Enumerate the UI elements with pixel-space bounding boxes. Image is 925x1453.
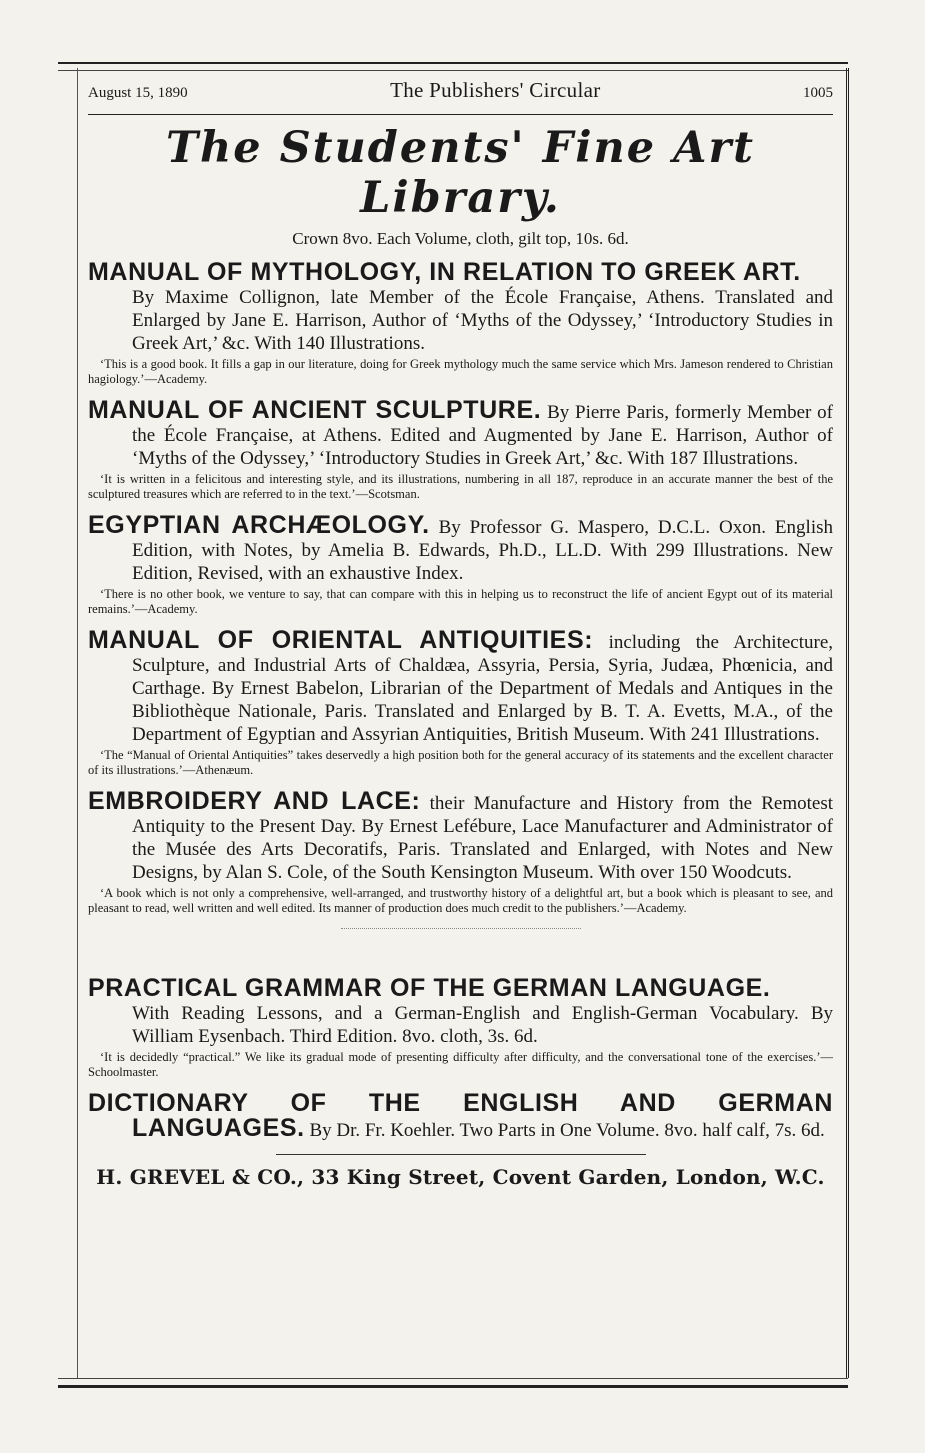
- book-heading: [88, 258, 833, 286]
- series-subtitle: Crown 8vo. Each Volume, cloth, gilt top, 10s. 6d.: [292, 229, 629, 248]
- book-entry: [88, 626, 834, 778]
- footer-divider: [276, 1154, 646, 1155]
- book-review: ‘There is no other book, we venture to say, that can compare with this in helping us to reconstruct the life of ancient Egypt out of its material remains.’—Academy.: [88, 587, 833, 616]
- book-title: DICTIONARY OF THE ENGLISH AND GERMAN LANGUAGES.: [88, 1089, 833, 1142]
- book-heading: [88, 511, 833, 585]
- book-heading: [88, 396, 833, 470]
- right-border-rule: [846, 68, 849, 1378]
- book-entry: [88, 1089, 833, 1142]
- series-title: The Students' Fine Art Library.: [166, 123, 755, 223]
- issue-date: August 15, 1890: [88, 85, 188, 101]
- left-border-rule: [77, 68, 78, 1378]
- book-entry: [88, 511, 833, 617]
- book-entry: [88, 787, 833, 916]
- book-entry: [88, 396, 833, 502]
- top-border-rule: [58, 62, 848, 71]
- book-heading: [88, 626, 834, 746]
- book-title: MANUAL OF ANCIENT SCULPTURE.: [88, 396, 542, 424]
- book-title: PRACTICAL GRAMMAR OF THE GERMAN LANGUAGE.: [88, 974, 771, 1002]
- section-divider: [341, 928, 581, 929]
- book-description: By Dr. Fr. Koehler. Two Parts in One Volume. 8vo. half calf, 7s. 6d.: [309, 1120, 825, 1141]
- book-heading: [88, 974, 833, 1002]
- book-review: ‘It is decidedly “practical.” We like its gradual mode of presenting difficulty after difficulty, and the conversational tone of the exercises.’—Schoolmaster.: [88, 1050, 833, 1079]
- book-title: MANUAL OF MYTHOLOGY, IN RELATION TO GREEK ART.: [88, 258, 801, 286]
- book-description: By Professor G. Maspero, D.C.L. Oxon. English Edition, with Notes, by Amelia B. Edwards, Ph.D., LL.D. With 299 Illustrations. New Edition, Revised, with an exhaustive Index.: [132, 517, 833, 584]
- page-header: [88, 78, 833, 115]
- book-review: ‘It is written in a felicitous and interesting style, and its illustrations, numbering in all 187, reproduce in an accurate manner the best of the sculptured treasures which are referred to in the text.’—Scotsman.: [88, 472, 833, 501]
- book-review: ‘The “Manual of Oriental Antiquities” takes deservedly a high position both for the general accuracy of its statements and the excellent character of its illustrations.’—Athenæum.: [88, 748, 833, 777]
- advertisement-page: [88, 78, 833, 1189]
- page-number: 1005: [802, 85, 833, 101]
- book-title: EGYPTIAN ARCHÆOLOGY.: [88, 511, 430, 539]
- book-title: EMBROIDERY AND LACE:: [88, 787, 421, 815]
- book-title: MANUAL OF ORIENTAL ANTIQUITIES:: [88, 626, 594, 654]
- book-entry: [88, 974, 833, 1080]
- book-description: By Maxime Collignon, late Member of the École Française, Athens. Translated and Enlarged by Jane E. Harrison, Author of ‘Myths of the Odyssey,’ ‘Introductory Studies in Greek Art,’ &c. With 140 Illustrations.: [132, 287, 833, 354]
- book-description: including the Architecture, Sculpture, and Industrial Arts of Chaldæa, Assyria, Persia, Syria, Judæa, Phœnicia, and Carthage. By Ernest Babelon, Librarian of the Department of Medals and Antiques in the Bibliothèque Nationale, Paris. Translated and Enlarged by B. T. A. Evetts, M.A., of the Department of Egyptian and Assyrian Antiquities, British Museum. With 241 Illustrations.: [132, 632, 834, 745]
- book-description: With Reading Lessons, and a German-English and English-German Vocabulary. By William Eysenbach. Third Edition. 8vo. cloth, 3s. 6d.: [132, 1003, 833, 1047]
- bottom-border-rule: [58, 1378, 848, 1388]
- book-heading: [88, 787, 833, 884]
- publication-title: The Publishers' Circular: [390, 78, 601, 102]
- book-description: By Pierre Paris, formerly Member of the École Française, at Athens. Edited and Augmented by Jane E. Harrison, Author of ‘Myths of the Odyssey,’ ‘Introductory Studies in Greek Art,’ &c. With 187 Illustrations.: [132, 402, 833, 469]
- book-entry: [88, 258, 833, 387]
- book-review: ‘A book which is not only a comprehensive, well-arranged, and trustworthy history of a delightful art, but a book which is pleasant to see, and pleasant to read, well written and well edited. Its manner of production does much credit to the publishers.’—Academy.: [88, 886, 833, 915]
- book-heading: [88, 1089, 833, 1142]
- publisher-imprint: H. GREVEL & CO., 33 King Street, Covent Garden, London, W.C.: [96, 1165, 825, 1189]
- book-review: ‘This is a good book. It fills a gap in our literature, doing for Greek mythology much the same service which Mrs. Jameson rendered to Christian hagiology.’—Academy.: [88, 357, 833, 386]
- book-description: their Manufacture and History from the Remotest Antiquity to the Present Day. By Ernest Lefébure, Lace Manufacturer and Administrator of the Musée des Arts Decoratifs, Paris. Translated and Enlarged, with Notes and New Designs, by Alan S. Cole, of the South Kensington Museum. With over 150 Woodcuts.: [132, 793, 833, 883]
